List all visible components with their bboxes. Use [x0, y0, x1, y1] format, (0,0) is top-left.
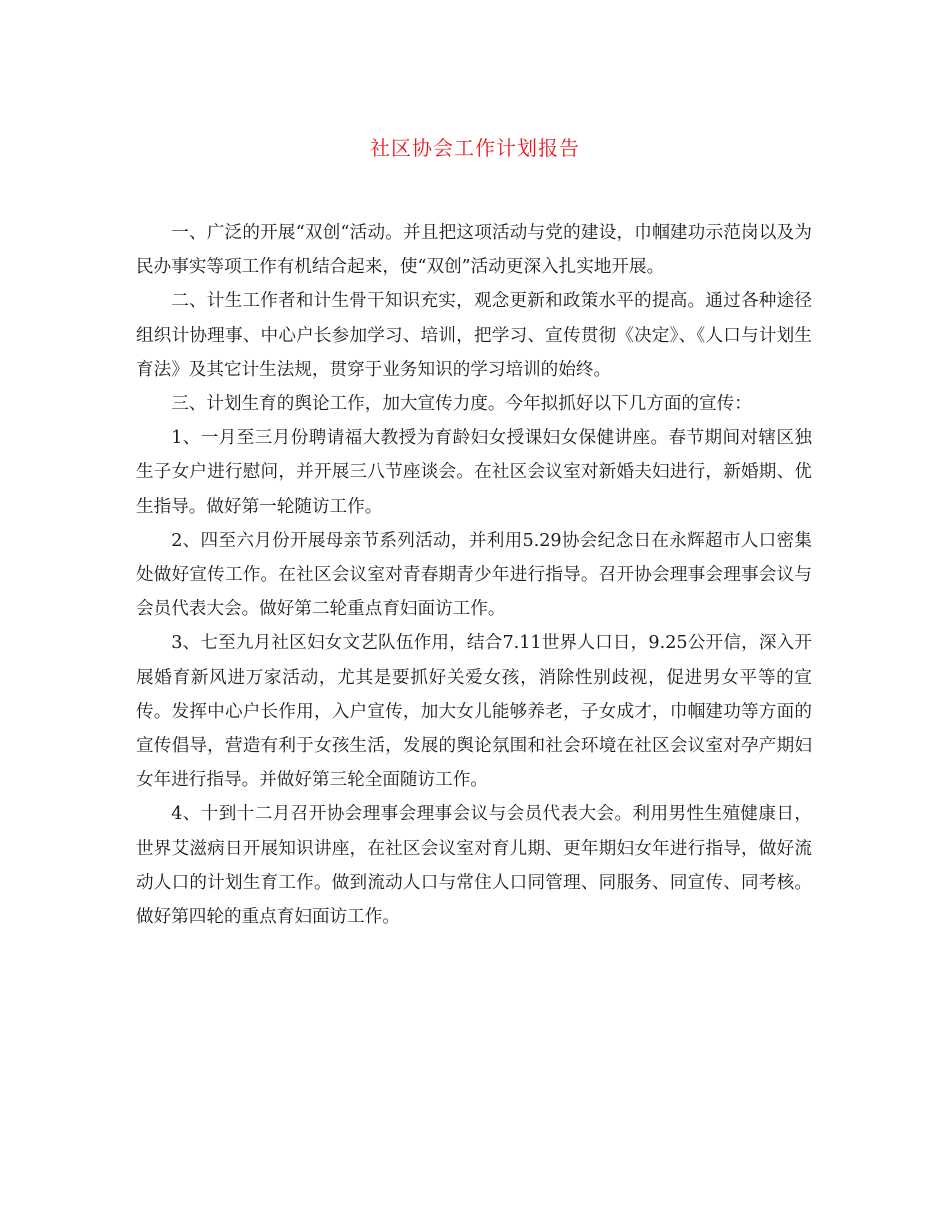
document-body: [136, 216, 812, 934]
paragraph-item-1: 1、一月至三月份聘请福大教授为育龄妇女授课妇女保健讲座。春节期间对辖区独生子女户进行慰问，并开展三八节座谈会。在社区会议室对新婚夫妇进行，新婚期、优生指导。做好第一轮随访工作。: [136, 428, 812, 517]
paragraph-item-2: 2、四至六月份开展母亲节系列活动，并利用5.29协会纪念日在永辉超市人口密集处做好宣传工作。在社区会议室对青春期青少年进行指导。召开协会理事会理事会议与会员代表大会。做好第二轮重点育妇面访工作。: [136, 530, 812, 620]
paragraph-section-1: 一、广泛的开展“双创“活动。并且把这项活动与党的建设，巾帼建功示范岗以及为民办事实等项工作有机结合起来，使“双创”活动更深入扎实地开展。: [136, 223, 812, 278]
paragraph-section-2: 二、计生工作者和计生骨干知识充实，观念更新和政策水平的提高。通过各种途径组织计协理事、中心户长参加学习、培训，把学习、宣传贯彻《决定》、《人口与计划生育法》及其它计生法规，贯穿于业务知识的学习培训的始终。: [136, 291, 812, 380]
paragraph-section-3: 三、计划生育的舆论工作，加大宣传力度。今年拟抓好以下几方面的宣传：: [171, 394, 752, 415]
document-title: 社区协会工作计划报告: [370, 136, 580, 160]
paragraph-item-3: 3、七至九月社区妇女文艺队伍作用，结合7.11世界人口日，9.25公开信，深入开展婚育新风进万家活动，尤其是要抓好关爱女孩，消除性别歧视，促进男女平等的宣传。发挥中心户长作用，入户宣传，加大女儿能够养老，子女成才，巾帼建功等方面的宣传倡导，营造有利于女孩生活，发展的舆论氛围和社会环境在社区会议室对孕产期妇女年进行指导。并做好第三轮全面随访工作。: [136, 633, 812, 791]
paragraph-item-4: 4、十到十二月召开协会理事会理事会议与会员代表大会。利用男性生殖健康日，世界艾滋病日开展知识讲座，在社区会议室对育儿期、更年期妇女年进行指导，做好流动人口的计划生育工作。做到流动人口与常住人口同管理、同服务、同宣传、同考核。做好第四轮的重点育妇面访工作。: [136, 804, 812, 928]
